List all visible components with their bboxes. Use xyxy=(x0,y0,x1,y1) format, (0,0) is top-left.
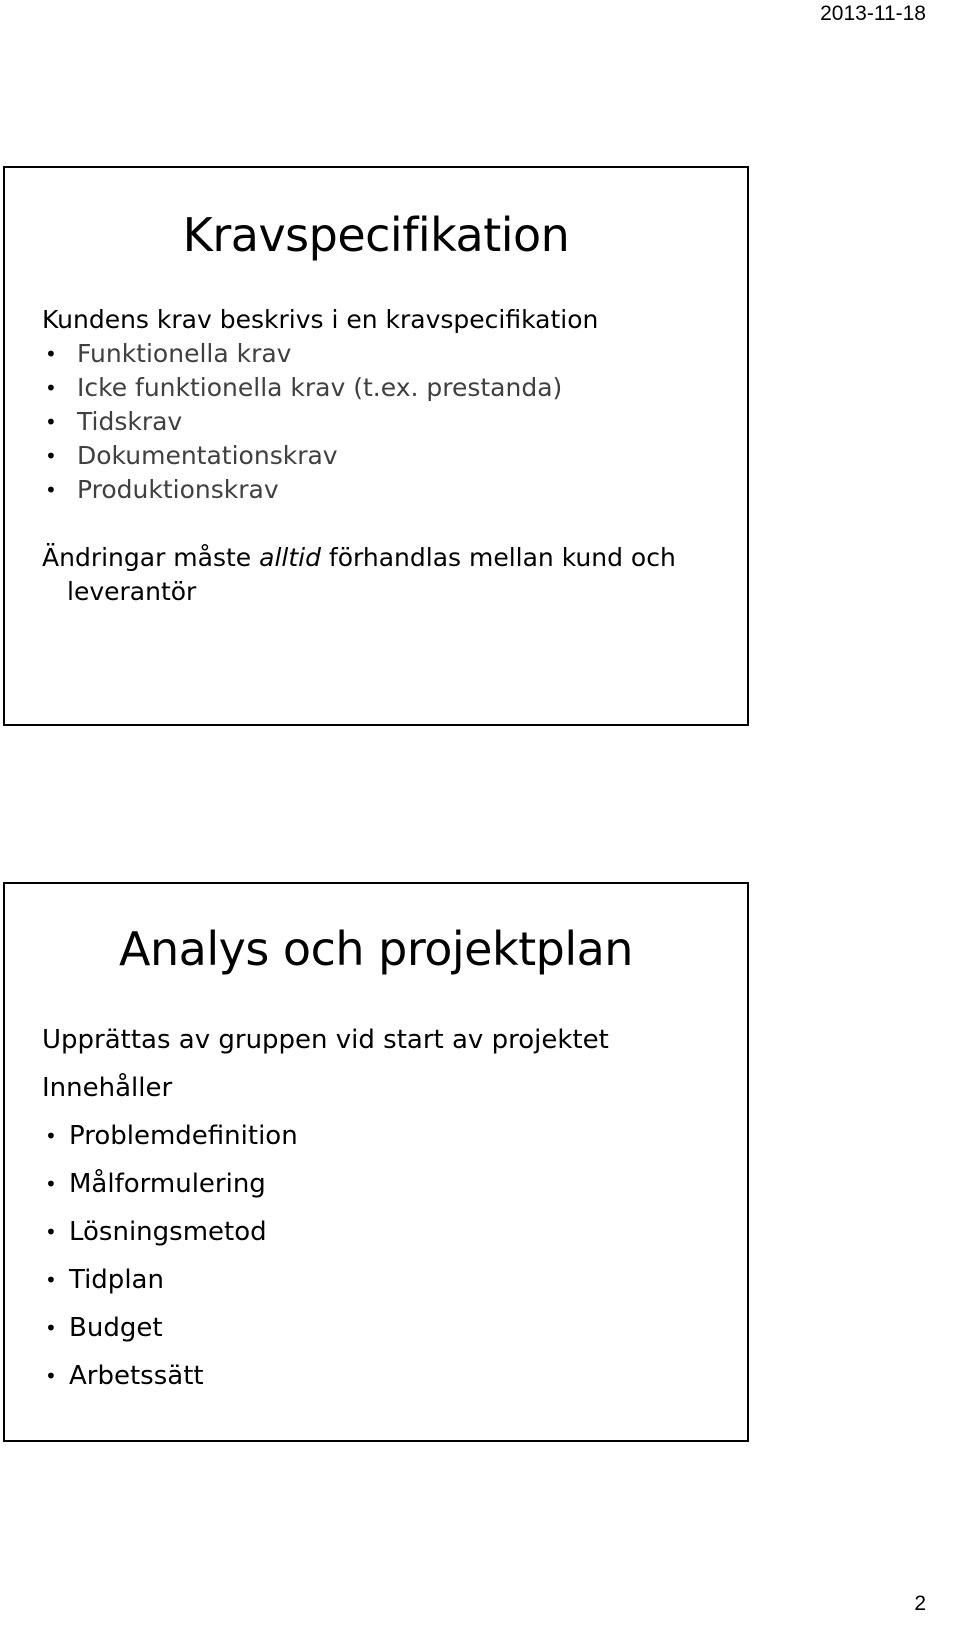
slide-body xyxy=(42,1016,727,1400)
intro-text: Kundens krav beskrivs i en kravspecifikation xyxy=(42,305,599,334)
list-item: • Problemdefinition xyxy=(42,1112,727,1160)
list-item: • Tidskrav xyxy=(42,405,727,439)
slide-analys-och-projektplan xyxy=(3,882,749,1442)
bullet-icon: • xyxy=(45,478,57,502)
slide-title: Kravspecifikation xyxy=(182,208,570,262)
list-item: • Funktionella krav xyxy=(42,337,727,371)
bullet-icon: • xyxy=(45,1364,57,1388)
emphasis-text: alltid xyxy=(259,543,321,572)
list-item: • Tidplan xyxy=(42,1256,727,1304)
list-item: • Arbetssätt xyxy=(42,1352,727,1400)
requirement-list xyxy=(42,337,727,507)
slide-title: Analys och projektplan xyxy=(119,922,633,976)
list-item: • Lösningsmetod xyxy=(42,1208,727,1256)
slide-kravspecifikation xyxy=(3,166,749,726)
bullet-icon: • xyxy=(45,1220,57,1244)
bullet-icon: • xyxy=(45,1316,57,1340)
bullet-icon: • xyxy=(45,376,57,400)
list-item: • Dokumentationskrav xyxy=(42,439,727,473)
page-date: 2013-11-18 xyxy=(820,2,926,25)
page-number: 2 xyxy=(914,1592,926,1615)
bullet-icon: • xyxy=(45,1172,57,1196)
body-line: Upprättas av gruppen vid start av projektet xyxy=(42,1025,609,1055)
slide-body xyxy=(42,303,727,609)
body-line: Innehåller xyxy=(42,1073,173,1103)
bullet-icon: • xyxy=(45,1268,57,1292)
list-item: • Icke funktionella krav (t.ex. prestanda) xyxy=(42,371,727,405)
bullet-icon: • xyxy=(45,1124,57,1148)
list-item: • Målformulering xyxy=(42,1160,727,1208)
list-item: • Produktionskrav xyxy=(42,473,727,507)
list-item: • Budget xyxy=(42,1304,727,1352)
bullet-icon: • xyxy=(45,410,57,434)
contents-list xyxy=(42,1112,727,1400)
bullet-icon: • xyxy=(45,444,57,468)
bullet-icon: • xyxy=(45,342,57,366)
change-note: Ändringar måste alltid förhandlas mellan kund och leverantör xyxy=(42,543,676,606)
